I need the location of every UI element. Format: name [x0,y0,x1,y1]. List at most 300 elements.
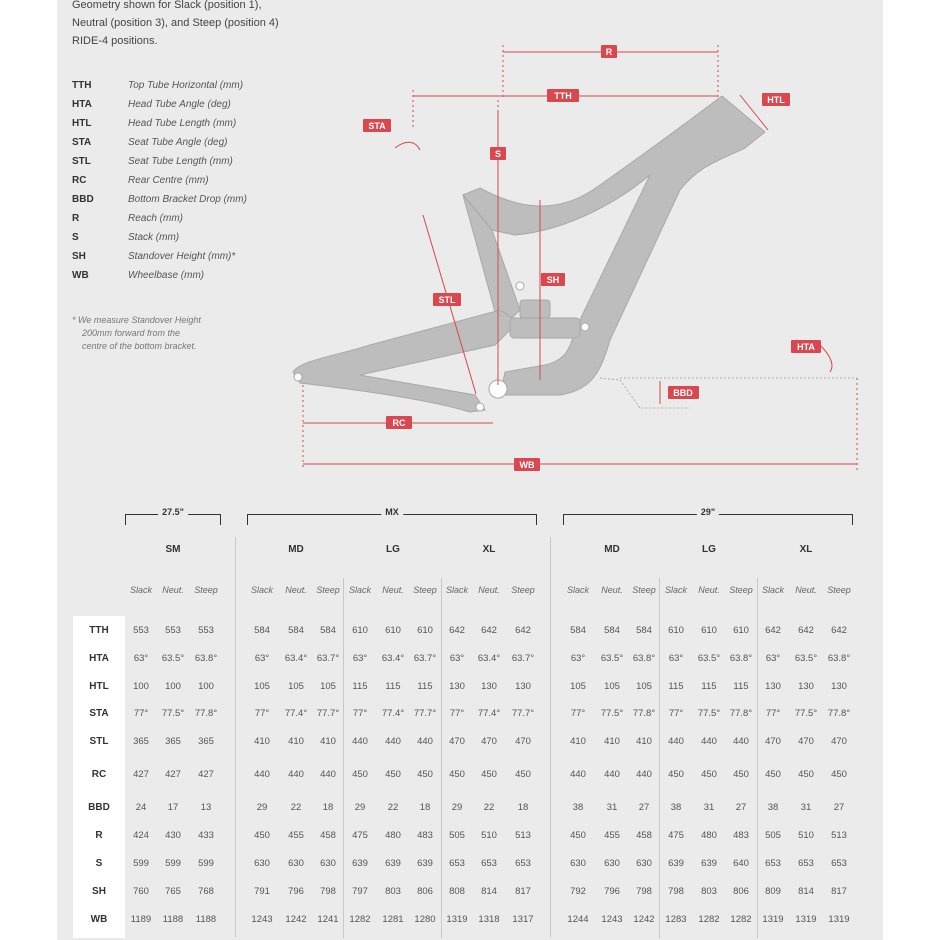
table-cell: 77.5° [161,708,185,719]
table-cell: 63.8° [632,653,656,664]
position-header: Steep [729,585,753,595]
table-cell: 470 [515,736,531,747]
table-cell: 115 [701,681,717,692]
group-bracket-275 [125,507,221,525]
position-header: Steep [632,585,656,595]
row-label: TTH [89,625,109,636]
table-cell: 450 [449,769,465,780]
table-cell: 814 [798,886,814,897]
size-header: XL [482,544,496,555]
position-header: Neut. [162,585,184,595]
table-cell: 105 [570,681,586,692]
label-wb [514,458,540,471]
table-cell: 31 [800,802,812,813]
table-cell: 130 [449,681,465,692]
table-cell: 410 [288,736,304,747]
table-cell: 450 [765,769,781,780]
intro-line: Neutral (position 3), and Steep (position 4) [72,17,279,29]
table-cell: 63° [668,653,684,664]
legend-description: Bottom Bracket Drop (mm) [128,194,247,205]
row-label: WB [90,914,108,925]
table-cell: 77° [570,708,586,719]
table-cell: 63.8° [729,653,753,664]
table-cell: 584 [570,625,586,636]
legend-abbr: HTL [72,118,92,129]
table-cell: 642 [515,625,531,636]
table-cell: 450 [385,769,401,780]
position-header: Slack [250,585,273,595]
row-label: HTL [89,681,109,692]
table-cell: 365 [198,736,214,747]
table-cell: 630 [570,858,586,869]
lower-pivot [476,403,484,411]
table-cell: 814 [481,886,497,897]
svg-text:TTH: TTH [554,91,572,101]
svg-text:HTA: HTA [797,342,815,352]
table-cell: 1189 [130,914,152,925]
table-cell: 29 [451,802,463,813]
table-cell: 798 [636,886,652,897]
table-cell: 440 [668,736,684,747]
table-cell: 77.4° [477,708,501,719]
rear-shock [510,318,580,338]
table-cell: 610 [417,625,433,636]
table-cell: 475 [352,830,368,841]
hta-arc [820,345,832,372]
table-cell: 584 [636,625,652,636]
table-cell: 38 [767,802,779,813]
table-cell: 63° [449,653,465,664]
legend-description: Standover Height (mm)* [128,251,236,262]
table-cell: 410 [254,736,270,747]
table-cell: 803 [701,886,717,897]
legend-description: Rear Centre (mm) [128,175,209,186]
table-cell: 610 [733,625,749,636]
table-cell: 458 [320,830,336,841]
table-cell: 797 [352,886,368,897]
table-cell: 458 [636,830,652,841]
label-bbd [668,386,699,399]
table-cell: 455 [604,830,620,841]
svg-text:SH: SH [546,275,560,285]
table-cell: 792 [570,886,586,897]
table-cell: 77.8° [729,708,753,719]
table-cell: 450 [798,769,814,780]
position-header: Slack [129,585,152,595]
legend-description: Wheelbase (mm) [128,270,205,281]
table-cell: 38 [572,802,584,813]
size-header: LG [386,544,400,555]
position-header: Slack [445,585,468,595]
legend-description: Reach (mm) [128,213,184,224]
bike-frame [293,96,765,412]
table-cell: 1242 [285,914,307,925]
legend-description: Top Tube Horizontal (mm) [128,80,244,91]
table-cell: 817 [831,886,847,897]
group-bracket-mx [247,507,537,525]
table-cell: 29 [354,802,366,813]
position-header: Neut. [382,585,404,595]
table-cell: 63.8° [827,653,851,664]
table-cell: 639 [352,858,368,869]
table-cell: 440 [352,736,368,747]
table-cell: 77° [449,708,465,719]
table-cell: 1241 [317,914,339,925]
table-cell: 1318 [478,914,500,925]
table-cell: 130 [515,681,531,692]
table-cell: 599 [165,858,181,869]
table-cell: 410 [570,736,586,747]
table-cell: 63.5° [794,653,818,664]
group-bracket-29 [563,507,853,525]
table-cell: 31 [606,802,618,813]
position-header: Neut. [478,585,500,595]
table-cell: 63.7° [511,653,535,664]
table-cell: 1317 [512,914,534,925]
table-cell: 77° [765,708,781,719]
table-cell: 803 [385,886,401,897]
table-cell: 410 [636,736,652,747]
table-cell: 27 [638,802,650,813]
table-cell: 440 [604,769,620,780]
table-cell: 642 [798,625,814,636]
table-cell: 440 [570,769,586,780]
table-cell: 22 [290,802,302,813]
size-header: LG [702,544,716,555]
label-stl [433,293,461,306]
table-cell: 63° [765,653,781,664]
table-cell: 1280 [414,914,436,925]
table-cell: 553 [133,625,149,636]
position-header: Steep [827,585,851,595]
row-label: RC [91,769,107,780]
intro-line: Geometry shown for Slack (position 1), [72,0,262,11]
table-cell: 483 [733,830,749,841]
legend-abbr: RC [72,175,87,186]
table-cell: 1319 [446,914,468,925]
table-cell: 77° [352,708,368,719]
svg-text:BBD: BBD [673,388,693,398]
table-cell: 130 [481,681,497,692]
table-cell: 513 [515,830,531,841]
position-header: Slack [348,585,371,595]
table-cell: 450 [570,830,586,841]
label-rc [386,416,412,429]
table-cell: 105 [320,681,336,692]
table-cell: 77° [254,708,270,719]
table-cell: 77.7° [413,708,437,719]
table-cell: 630 [636,858,652,869]
table-cell: 599 [198,858,214,869]
divider [235,537,236,937]
size-header: MD [288,544,304,555]
label-htl [762,93,790,106]
table-cell: 510 [798,830,814,841]
table-cell: 610 [701,625,717,636]
table-cell: 1244 [567,914,589,925]
table-cell: 455 [288,830,304,841]
table-cell: 130 [831,681,847,692]
table-cell: 115 [417,681,433,692]
table-cell: 410 [604,736,620,747]
shock-mount [581,323,589,331]
position-header: Slack [761,585,784,595]
table-cell: 639 [417,858,433,869]
position-header: Slack [664,585,687,595]
table-cell: 1319 [828,914,850,925]
table-cell: 105 [254,681,270,692]
rear-triangle [293,310,518,412]
table-cell: 440 [701,736,717,747]
shock-link [520,300,550,318]
table-cell: 510 [481,830,497,841]
table-cell: 630 [320,858,336,869]
table-cell: 77.5° [794,708,818,719]
svg-text:RC: RC [392,418,406,428]
table-cell: 653 [515,858,531,869]
table-cell: 77.4° [284,708,308,719]
table-cell: 630 [254,858,270,869]
table-cell: 1242 [633,914,655,925]
table-cell: 22 [387,802,399,813]
table-cell: 653 [449,858,465,869]
table-cell: 798 [668,886,684,897]
table-cell: 610 [352,625,368,636]
table-cell: 450 [481,769,497,780]
table-cell: 63.5° [600,653,624,664]
table-cell: 440 [733,736,749,747]
table-cell: 584 [604,625,620,636]
table-cell: 450 [254,830,270,841]
table-cell: 642 [831,625,847,636]
row-label: SH [92,886,106,897]
table-cell: 806 [417,886,433,897]
legend-abbr: BBD [72,194,94,205]
table-cell: 24 [135,802,147,813]
table-cell: 1281 [382,914,404,925]
divider [550,537,551,937]
table-cell: 1243 [601,914,623,925]
table-cell: 13 [200,802,212,813]
table-cell: 115 [733,681,749,692]
table-cell: 480 [385,830,401,841]
table-cell: 630 [604,858,620,869]
legend-abbr: STA [72,137,92,148]
table-cell: 18 [517,802,529,813]
svg-text:R: R [605,47,613,57]
legend-abbr: R [72,213,80,224]
table-cell: 553 [165,625,181,636]
label-hta [791,340,821,353]
row-label: S [95,858,103,869]
table-cell: 817 [515,886,531,897]
table-cell: 77° [668,708,684,719]
position-header: Neut. [601,585,623,595]
table-cell: 791 [254,886,270,897]
table-cell: 115 [352,681,368,692]
table-cell: 38 [670,802,682,813]
table-cell: 18 [419,802,431,813]
table-cell: 427 [198,769,214,780]
table-cell: 77.7° [511,708,535,719]
table-cell: 440 [288,769,304,780]
svg-text:WB: WB [519,460,535,470]
table-cell: 77° [133,708,149,719]
table-cell: 470 [831,736,847,747]
table-cell: 1282 [730,914,752,925]
legend-description: Seat Tube Length (mm) [128,156,233,167]
table-cell: 63° [133,653,149,664]
table-cell: 115 [385,681,401,692]
table-cell: 760 [133,886,149,897]
table-cell: 427 [133,769,149,780]
legend-abbr: S [72,232,79,243]
table-cell: 470 [798,736,814,747]
position-header: Steep [194,585,218,595]
table-cell: 599 [133,858,149,869]
table-cell: 100 [133,681,149,692]
table-cell: 470 [481,736,497,747]
table-cell: 27 [735,802,747,813]
table-cell: 470 [449,736,465,747]
group-label: MX [381,507,403,517]
row-label: R [95,830,103,841]
row-label: STL [89,736,109,747]
position-header: Neut. [698,585,720,595]
table-cell: 22 [483,802,495,813]
table-cell: 63° [352,653,368,664]
table-cell: 653 [765,858,781,869]
table-cell: 77.8° [827,708,851,719]
table-cell: 639 [701,858,717,869]
table-cell: 115 [668,681,684,692]
table-cell: 63.5° [697,653,721,664]
table-cell: 440 [320,769,336,780]
table-cell: 130 [798,681,814,692]
table-cell: 639 [385,858,401,869]
table-cell: 63.7° [413,653,437,664]
table-cell: 430 [165,830,181,841]
row-label: BBD [88,802,110,813]
table-cell: 809 [765,886,781,897]
row-label: STA [89,708,109,719]
table-cell: 450 [352,769,368,780]
table-cell: 584 [320,625,336,636]
table-cell: 63° [254,653,270,664]
table-cell: 642 [449,625,465,636]
svg-text:STL: STL [438,295,456,305]
row-label: HTA [89,653,109,664]
table-cell: 63.4° [477,653,501,664]
table-cell: 63.5° [161,653,185,664]
table-cell: 806 [733,886,749,897]
table-cell: 18 [322,802,334,813]
legend-description: Head Tube Angle (deg) [128,99,231,110]
table-cell: 450 [417,769,433,780]
svg-text:S: S [494,149,502,159]
table-cell: 639 [668,858,684,869]
table-cell: 450 [515,769,531,780]
size-header: SM [165,544,181,555]
position-header: Steep [316,585,340,595]
table-cell: 450 [701,769,717,780]
legend-abbr: WB [72,270,89,281]
upper-pivot [516,282,524,290]
table-cell: 630 [288,858,304,869]
table-cell: 475 [668,830,684,841]
table-cell: 1319 [762,914,784,925]
table-cell: 424 [133,830,149,841]
table-cell: 27 [833,802,845,813]
table-cell: 653 [798,858,814,869]
table-cell: 483 [417,830,433,841]
table-cell: 505 [765,830,781,841]
table-cell: 427 [165,769,181,780]
intro-line: RIDE-4 positions. [72,35,158,47]
table-cell: 610 [385,625,401,636]
position-header: Neut. [795,585,817,595]
table-cell: 77.7° [316,708,340,719]
label-s [490,147,506,160]
table-cell: 63° [570,653,586,664]
table-cell: 1282 [349,914,371,925]
table-cell: 796 [288,886,304,897]
size-header: MD [604,544,620,555]
legend-description: Seat Tube Angle (deg) [128,137,228,148]
table-cell: 433 [198,830,214,841]
table-cell: 440 [417,736,433,747]
legend-abbr: HTA [72,99,92,110]
group-label: 29" [697,507,719,517]
table-cell: 1188 [195,914,217,925]
table-cell: 653 [481,858,497,869]
table-cell: 77.5° [600,708,624,719]
table-cell: 440 [385,736,401,747]
rear-dropout [294,373,302,381]
table-cell: 1283 [665,914,687,925]
table-cell: 653 [831,858,847,869]
table-cell: 410 [320,736,336,747]
table-cell: 105 [288,681,304,692]
sta-arc [395,142,420,150]
size-header: XL [799,544,813,555]
position-header: Steep [413,585,437,595]
svg-text:STA: STA [368,121,386,131]
table-cell: 1243 [251,914,273,925]
group-label: 27.5" [158,507,188,517]
label-sh [541,273,565,286]
legend-abbr: SH [72,251,86,262]
legend-abbr: STL [72,156,91,167]
table-cell: 584 [254,625,270,636]
table-cell: 29 [256,802,268,813]
table-cell: 640 [733,858,749,869]
position-header: Steep [511,585,535,595]
main-frame-shape [463,96,765,395]
table-cell: 77.4° [381,708,405,719]
table-cell: 77.8° [632,708,656,719]
position-header: Slack [566,585,589,595]
legend-description: Head Tube Length (mm) [128,118,237,129]
table-cell: 450 [733,769,749,780]
table-cell: 513 [831,830,847,841]
table-cell: 63.4° [381,653,405,664]
table-cell: 365 [165,736,181,747]
label-sta [363,119,391,132]
position-header: Neut. [285,585,307,595]
table-cell: 450 [668,769,684,780]
table-cell: 1188 [162,914,184,925]
